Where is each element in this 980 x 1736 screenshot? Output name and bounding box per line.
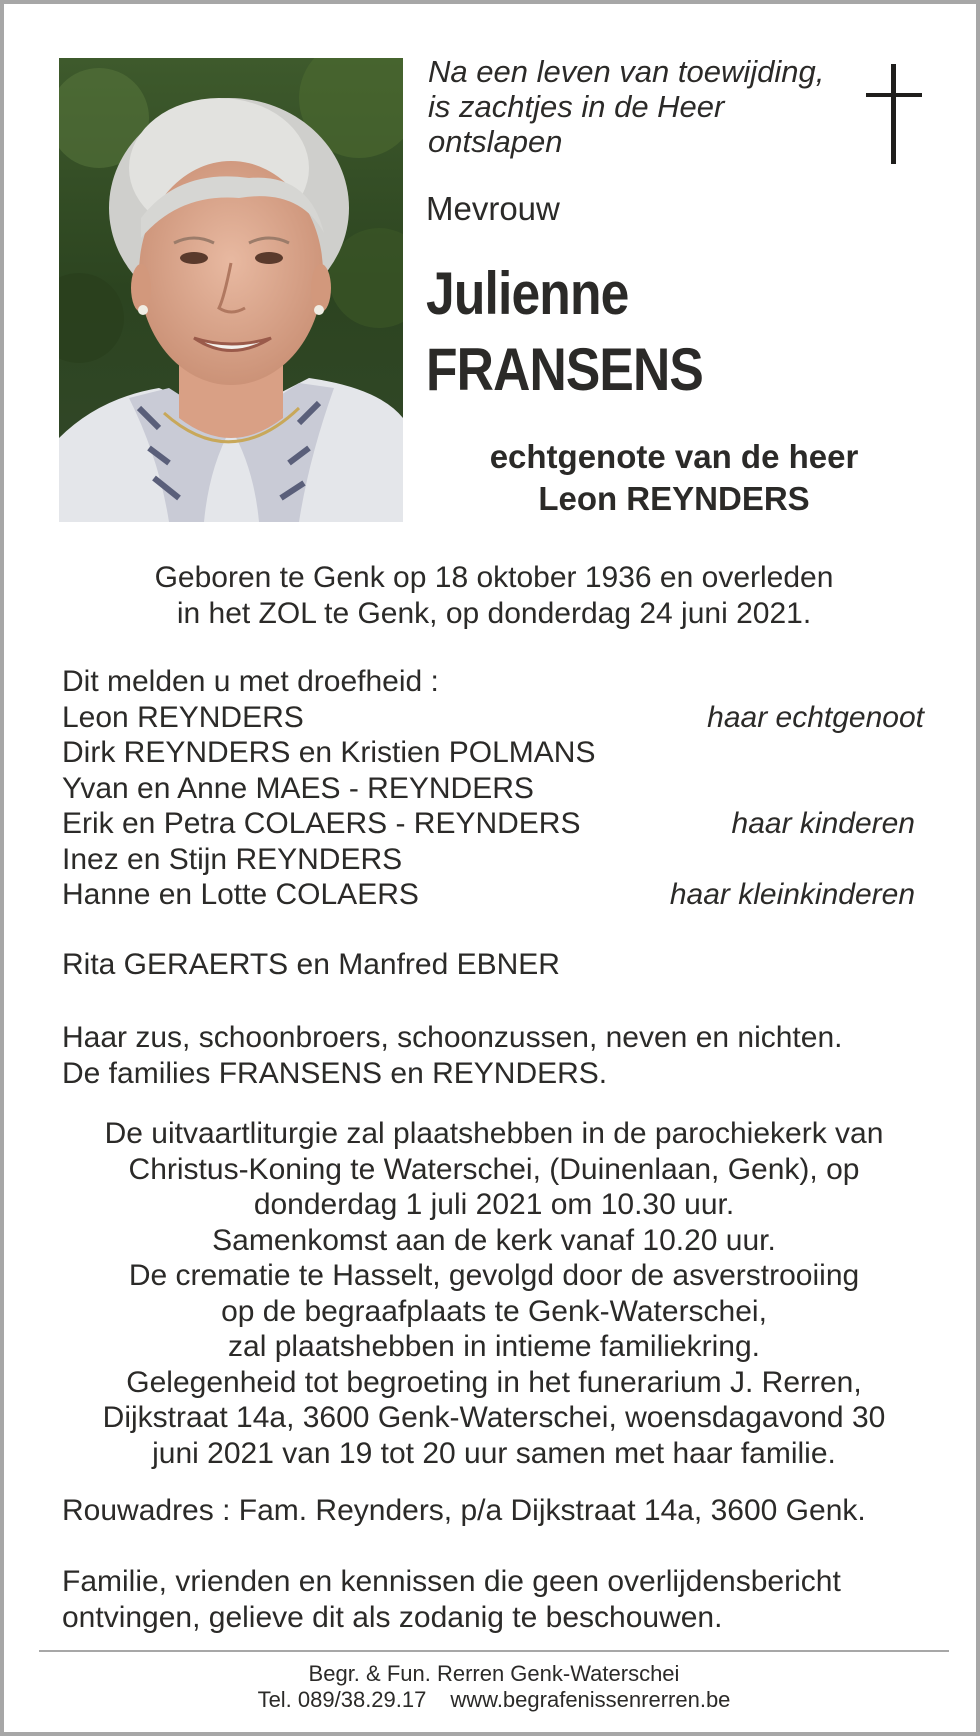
deceased-name — [426, 256, 703, 408]
contact-line — [44, 1687, 944, 1713]
ceremony-info — [44, 1116, 944, 1471]
closing-text — [62, 1564, 942, 1635]
text-line: De uitvaartliturgie zal plaatshebben in de parochiekerk van — [104, 1117, 884, 1150]
portrait-photo — [59, 58, 403, 522]
family-row — [62, 806, 942, 842]
text-line: De families FRANSENS en REYNDERS. — [62, 1056, 608, 1090]
text-line: Dijkstraat 14a, 3600 Genk-Waterschei, woensdagavond 30 — [102, 1401, 886, 1434]
text-line: juni 2021 van 19 tot 20 uur samen met haar familie. — [152, 1436, 836, 1470]
family-name: Hanne en Lotte COLAERS — [62, 878, 419, 911]
text-line: Christus-Koning te Waterschei, (Duinenlaan, Genk), op — [128, 1152, 860, 1186]
family-row — [62, 771, 942, 807]
text-line: op de begraafplaats te Genk-Waterschei, — [221, 1294, 767, 1328]
title-prefix: Mevrouw — [426, 190, 560, 227]
family-row — [62, 877, 942, 913]
text-line: zal plaatshebben in intieme familiekring. — [228, 1330, 760, 1363]
family-name: Yvan en Anne MAES - REYNDERS — [62, 771, 534, 805]
spouse-info — [424, 436, 924, 520]
relatives-text — [62, 1020, 942, 1091]
text-line: Geboren te Genk op 18 oktober 1936 en overleden — [154, 561, 834, 594]
spouse-line: echtgenote van de heer — [489, 438, 859, 475]
text-line: ontvingen, gelieve dit als zodanig te beschouwen. — [62, 1600, 723, 1634]
first-name: Julienne — [426, 260, 629, 327]
family-name: Dirk REYNDERS en Kristien POLMANS — [62, 736, 596, 769]
mourning-address: Rouwadres : Fam. Reynders, p/a Dijkstraat 14a, 3600 Genk. — [62, 1494, 866, 1527]
spouse-name: Leon REYNDERS — [538, 480, 810, 517]
intro-text: Na een leven van toewijding, is zachtjes in de Heer ontslapen — [428, 54, 825, 159]
text-line: Samenkomst aan de kerk vanaf 10.20 uur. — [212, 1223, 776, 1257]
family-row — [62, 700, 942, 736]
footer — [44, 1661, 944, 1713]
family-row — [62, 842, 942, 878]
phone-number: Tel. 089/38.29.17 — [257, 1687, 427, 1712]
cross-icon — [866, 64, 922, 164]
birth-death-info — [44, 560, 944, 631]
family-name: Leon REYNDERS — [62, 700, 304, 734]
website-link[interactable]: www.begrafenissenrerren.be — [450, 1687, 731, 1712]
footer-divider — [39, 1650, 949, 1652]
funeral-company: Begr. & Fun. Rerren Genk-Waterschei — [308, 1661, 680, 1686]
family-row — [62, 735, 942, 771]
text-line: Gelegenheid tot begroeting in het funerarium J. Rerren, — [126, 1365, 862, 1399]
text-line: donderdag 1 juli 2021 om 10.30 uur. — [253, 1188, 735, 1221]
family-name: Erik en Petra COLAERS - REYNDERS — [62, 807, 581, 840]
last-name: FRANSENS — [426, 336, 703, 403]
announcement-intro: Dit melden u met droefheid : — [62, 665, 439, 698]
extra-relative: Rita GERAERTS en Manfred EBNER — [62, 948, 560, 981]
family-role: haar echtgenoot — [707, 700, 924, 734]
text-line: Familie, vrienden en kennissen die geen overlijdensbericht — [62, 1565, 841, 1598]
family-role: haar kleinkinderen — [669, 878, 915, 911]
text-line: Haar zus, schoonbroers, schoonzussen, neven en nichten. — [62, 1021, 843, 1054]
family-role: haar kinderen — [731, 807, 915, 840]
text-line: in het ZOL te Genk, op donderdag 24 juni 2021. — [176, 596, 812, 630]
announcement-list — [62, 664, 942, 913]
family-name: Inez en Stijn REYNDERS — [62, 842, 403, 876]
text-line: De crematie te Hasselt, gevolgd door de asverstrooiing — [128, 1259, 860, 1292]
